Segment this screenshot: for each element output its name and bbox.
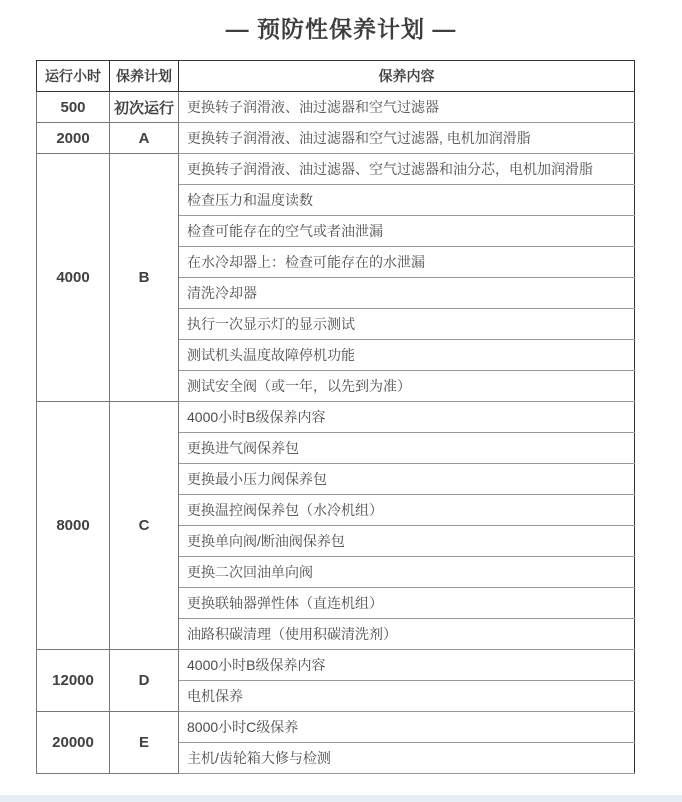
operating-hours-cell: 20000 — [37, 712, 110, 774]
maintenance-plan-cell: E — [110, 712, 179, 774]
maintenance-content-cell: 测试机头温度故障停机功能 — [179, 340, 635, 371]
maintenance-content-cell: 更换转子润滑液、油过滤器和空气过滤器 — [179, 92, 635, 123]
operating-hours-cell: 2000 — [37, 123, 110, 154]
maintenance-plan-cell: 初次运行 — [110, 92, 179, 123]
maintenance-content-cell: 更换单向阀/断油阀保养包 — [179, 526, 635, 557]
maintenance-content-cell: 4000小时B级保养内容 — [179, 650, 635, 681]
operating-hours-cell: 12000 — [37, 650, 110, 712]
maintenance-content-cell: 电机保养 — [179, 681, 635, 712]
maintenance-content-cell: 测试安全阀（或一年，以先到为准） — [179, 371, 635, 402]
col-header-maintenance-plan: 保养计划 — [110, 61, 179, 92]
operating-hours-cell: 500 — [37, 92, 110, 123]
maintenance-content-cell: 检查可能存在的空气或者油泄漏 — [179, 216, 635, 247]
table-row — [37, 123, 635, 154]
maintenance-content-cell: 更换温控阀保养包（水冷机组） — [179, 495, 635, 526]
maintenance-content-cell: 更换转子润滑液、油过滤器和空气过滤器, 电机加润滑脂 — [179, 123, 635, 154]
col-header-maintenance-content: 保养内容 — [179, 61, 635, 92]
maintenance-content-cell: 更换转子润滑液、油过滤器、空气过滤器和油分芯，电机加润滑脂 — [179, 154, 635, 185]
maintenance-plan-cell: D — [110, 650, 179, 712]
maintenance-content-cell: 在水冷却器上：检查可能存在的水泄漏 — [179, 247, 635, 278]
maintenance-content-cell: 清洗冷却器 — [179, 278, 635, 309]
maintenance-plan-cell: C — [110, 402, 179, 650]
maintenance-content-cell: 8000小时C级保养 — [179, 712, 635, 743]
col-header-operating-hours: 运行小时 — [37, 61, 110, 92]
maintenance-content-cell: 检查压力和温度读数 — [179, 185, 635, 216]
table-header — [37, 61, 635, 92]
maintenance-content-cell: 油路积碳清理（使用积碳清洗剂） — [179, 619, 635, 650]
operating-hours-cell: 4000 — [37, 154, 110, 402]
maintenance-content-cell: 更换进气阀保养包 — [179, 433, 635, 464]
header-row — [37, 61, 635, 92]
page — [0, 13, 682, 774]
maintenance-content-cell: 更换二次回油单向阀 — [179, 557, 635, 588]
maintenance-plan-cell: A — [110, 123, 179, 154]
maintenance-content-cell: 主机/齿轮箱大修与检测 — [179, 743, 635, 774]
table-row — [37, 402, 635, 433]
maintenance-plan-cell: B — [110, 154, 179, 402]
page-title: — 预防性保养计划 — — [225, 16, 457, 42]
table-row — [37, 154, 635, 185]
table-row — [37, 650, 635, 681]
table-body — [37, 92, 635, 774]
bottom-edge-strip — [0, 795, 682, 802]
maintenance-content-cell: 更换最小压力阀保养包 — [179, 464, 635, 495]
operating-hours-cell: 8000 — [37, 402, 110, 650]
maintenance-schedule-table — [36, 60, 635, 774]
maintenance-content-cell: 4000小时B级保养内容 — [179, 402, 635, 433]
maintenance-content-cell: 更换联轴器弹性体（直连机组） — [179, 588, 635, 619]
table-row — [37, 712, 635, 743]
table-row — [37, 92, 635, 123]
maintenance-content-cell: 执行一次显示灯的显示测试 — [179, 309, 635, 340]
